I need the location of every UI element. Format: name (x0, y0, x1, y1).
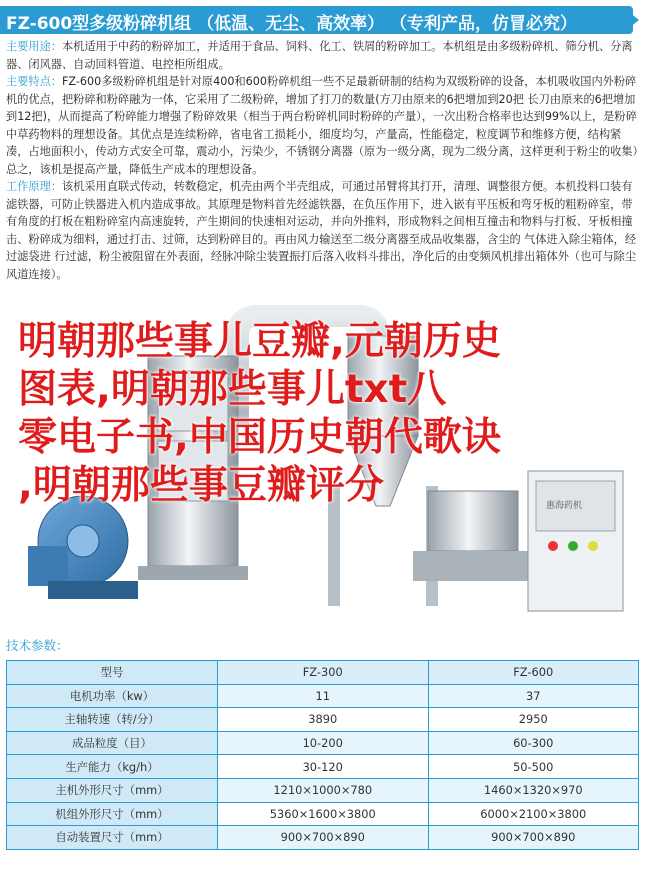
row-label: 自动装置尺寸（mm） (7, 826, 218, 850)
table-row (7, 755, 639, 779)
usage-paragraph (6, 38, 640, 73)
cell-fz600: 50-500 (428, 755, 639, 779)
cell-fz600: 6000×2100×3800 (428, 802, 639, 826)
cell-fz300: 10-200 (218, 731, 429, 755)
row-label: 电机功率（kw） (7, 684, 218, 708)
table-row (7, 826, 639, 850)
page-header (0, 6, 651, 36)
table-header-row (7, 661, 639, 685)
row-label: 成品粒度（目） (7, 731, 218, 755)
overlay-line-3: 零电子书,中国历史朝代歌诀 (18, 415, 501, 460)
header-cell-model: 型号 (7, 661, 218, 685)
page-title: FZ-600型多级粉碎机组 （低温、无尘、高效率） （专利产品，仿冒必究） (6, 14, 578, 34)
cell-fz300: 900×700×890 (218, 826, 429, 850)
cell-fz600: 900×700×890 (428, 826, 639, 850)
overlay-line-1: 明朝那些事儿豆瓣,元朝历史 (18, 319, 501, 364)
features-label: 主要特点： (6, 75, 62, 88)
table-row (7, 731, 639, 755)
cell-fz300: 3890 (218, 708, 429, 732)
row-label: 主机外形尺寸（mm） (7, 778, 218, 802)
principle-label: 工作原理： (6, 180, 62, 193)
cell-fz300: 1210×1000×780 (218, 778, 429, 802)
cell-fz600: 1460×1320×970 (428, 778, 639, 802)
header-cell-fz600: FZ-600 (428, 661, 639, 685)
table-row (7, 684, 639, 708)
usage-label: 主要用途： (6, 40, 62, 53)
spec-text-block (6, 38, 640, 283)
cell-fz300: 30-120 (218, 755, 429, 779)
cabinet-brand-label: 惠海药机 (546, 501, 583, 511)
tech-params-table (6, 660, 639, 850)
row-label: 主轴转速（转/分） (7, 708, 218, 732)
header-arrow (630, 13, 639, 27)
principle-text: 该机采用直联式传动，转数稳定，机壳由两个半壳组成，可通过吊臂将其打开，清理、调整很方便。本机投料口装有滤铁器，可防止铁器进入机内造成事故。其原理是物料首先经滤铁器，在负压作用下，进入嵌有平压板和弯牙板的粗粉碎室，带有角度的打板在粗粉碎室内高速旋转，产生期间的快速相对运动，并向外推料，形成物料之间相互撞击和物料与打板、牙板相撞击、粉碎成为细料，通过打击、过筛，达到粉碎目的。再由风力输送至二级分离器至成品收集器，含尘的 气体进入除尘箱体，经过滤袋进 行过滤，粉尘被阻留在外表面，经脉冲除尘装置振打后落入收料斗排出，净化后的由变频风机排出箱体外（也可与除尘风道连接）。 (6, 180, 637, 281)
table-row (7, 802, 639, 826)
overlay-line-4: ,明朝那些事豆瓣评分 (18, 463, 384, 508)
header-cell-fz300: FZ-300 (218, 661, 429, 685)
row-label: 机组外形尺寸（mm） (7, 802, 218, 826)
cell-fz300: 11 (218, 684, 429, 708)
principle-paragraph (6, 178, 640, 283)
cell-fz600: 2950 (428, 708, 639, 732)
features-text: FZ-600多级粉碎机组是针对原400和600粉碎机组一些不足最新研制的结构为双级粉碎的设备，本机吸收国内外粉碎机的优点，把粉碎和粉碎融为一体，它采用了二级粉碎，增加了打刀的数量(方刀由原来的6把增加到20把 长刀由原来的6把增加到12把)，从而提高了粉碎能力增强了粉碎效果（相当于两台粉碎机同时粉碎的产量），一次出粉合格率也达到99%以上，是粉碎中草药物料的理想设备。其优点是连续粉碎，省电省工损耗小，细度均匀，产量高，性能稳定，粒度调节和维修方便，结构紧凑，占地面积小，传动方式安全可靠，震动小，污染少，不锈钢分离器（原为一级分离，现为二级分离，这样更利于粉尘的收集）总之，该机是提高产量，降低生产成本的理想设备。 (6, 75, 639, 176)
cell-fz600: 37 (428, 684, 639, 708)
table-row (7, 778, 639, 802)
overlay-line-2: 图表,明朝那些事儿txt八 (18, 367, 447, 412)
overlay-red-headline (18, 318, 638, 510)
features-paragraph (6, 73, 640, 178)
usage-text: 本机适用于中药的粉碎加工，并适用于食品、饲料、化工、铁屑的粉碎加工。本机组是由多级粉碎机、筛分机、分离器、闭风器、自动回料管道、电控柜所组成。 (6, 40, 633, 71)
row-label: 生产能力（kg/h） (7, 755, 218, 779)
cell-fz300: 5360×1600×3800 (218, 802, 429, 826)
table-row (7, 708, 639, 732)
cell-fz600: 60-300 (428, 731, 639, 755)
tech-params-title: 技术参数： (6, 638, 69, 653)
